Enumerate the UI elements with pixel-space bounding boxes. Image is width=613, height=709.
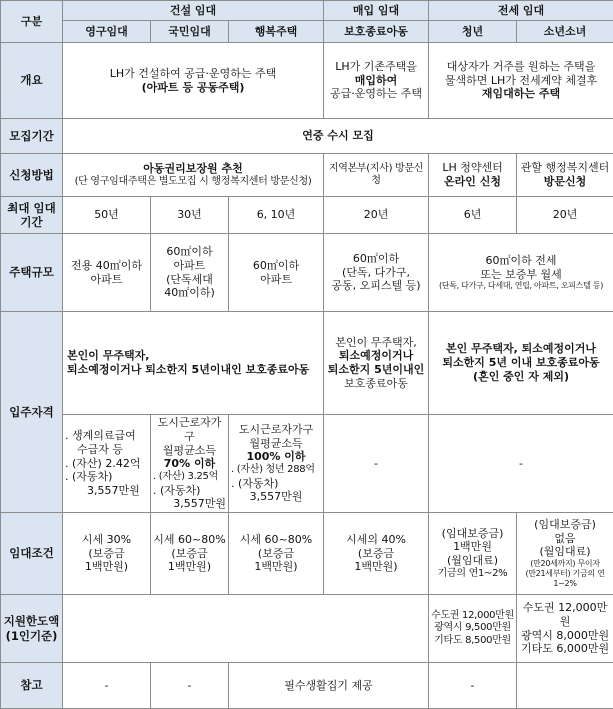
note-minor (517, 663, 613, 709)
size-jeonse-line3: (단독, 다가구, 다세대, 연립, 아파트, 오피스텔 등) (431, 281, 611, 291)
cond-purchase-line2: (보증금 (326, 547, 426, 561)
elig-permanent-line1: . 생계의료급여 (65, 429, 148, 443)
size-purchase-line3: 공동, 오피스텔 등) (326, 279, 426, 293)
max-period-national: 30년 (151, 197, 229, 234)
cond-youth-line1: (임대보증금) (431, 527, 514, 541)
type-header-minor: 소년소녀 (517, 21, 613, 43)
elig-construction-line1: 본인이 무주택자, (67, 349, 321, 363)
size-permanent-line2: 아파트 (65, 273, 148, 287)
type-header-care-leaver: 보호종료아동 (324, 21, 429, 43)
apply-purchase: 지역본부(지사) 방문신청 (324, 154, 429, 197)
overview-jeonse-line3: 재임대하는 주택 (431, 87, 611, 101)
elig-permanent-line2: 수급자 등 (65, 443, 148, 457)
size-jeonse-line1: 60㎡이하 전세 (431, 254, 611, 268)
size-purchase-line1: 60㎡이하 (326, 252, 426, 266)
max-period-youth: 6년 (429, 197, 517, 234)
elig-jeonse-line2: 퇴소한지 5년 이내 보호종료아동 (431, 356, 611, 370)
elig-happy-line6: 3,557만원 (231, 490, 321, 504)
elig-happy-line5: . (자동차) (231, 477, 321, 491)
cond-happy-line1: 시세 60~80% (231, 533, 321, 547)
elig-permanent (63, 415, 151, 513)
apply-youth-line2: 온라인 신청 (431, 175, 514, 189)
cond-national (151, 513, 229, 595)
overview-purchase-line3: 공급·운영하는 주택 (326, 87, 426, 101)
elig-happy-line1: 도시근로자가구 (231, 423, 321, 437)
category-header: 구분 (1, 1, 63, 43)
cond-minor-line2: 없음 (519, 532, 611, 546)
elig-jeonse-dash: - (429, 415, 613, 513)
size-happy-line2: 아파트 (231, 273, 321, 287)
size-happy (229, 234, 324, 312)
elig-national-line4: . (자산) 3.25억 (153, 471, 226, 484)
elig-permanent-line5: 3,557만원 (65, 484, 148, 498)
cond-permanent-line2: (보증금 (65, 547, 148, 561)
elig-purchase-dash: - (324, 415, 429, 513)
max-period-minor: 20년 (517, 197, 613, 234)
note-youth: - (429, 663, 517, 709)
cond-minor (517, 513, 613, 595)
overview-jeonse (429, 43, 613, 119)
group-header-jeonse: 전세 임대 (429, 1, 613, 21)
elig-purchase-line4: 보호종료아동 (326, 377, 426, 391)
overview-construction (63, 43, 324, 119)
support-youth-line2: 광역시 9,500만원 (431, 622, 514, 635)
row-label-eligibility: 입주자격 (1, 312, 63, 513)
elig-national-line3: 70% 이하 (153, 457, 226, 471)
elig-happy (229, 415, 324, 513)
overview-purchase-line1: LH가 기존주택을 (326, 60, 426, 74)
support-minor-line1: 수도권 12,000만원 (519, 601, 611, 629)
cond-national-line2: (보증금 (153, 547, 226, 561)
apply-minor-line1: 관할 행정복지센터 (519, 161, 611, 175)
cond-permanent (63, 513, 151, 595)
max-period-happy: 6, 10년 (229, 197, 324, 234)
support-minor (517, 595, 613, 663)
support-youth (429, 595, 517, 663)
type-header-happy: 행복주택 (229, 21, 324, 43)
apply-minor (517, 154, 613, 197)
type-header-national: 국민임대 (151, 21, 229, 43)
cond-purchase-line1: 시세의 40% (326, 533, 426, 547)
size-purchase (324, 234, 429, 312)
cond-minor-line3: (월임대료) (519, 545, 611, 559)
elig-jeonse-line1: 본인 무주택자, 퇴소예정이거나 (431, 342, 611, 356)
elig-national-line5: . (자동차) (153, 484, 226, 498)
overview-purchase-line2: 매입하여 (326, 74, 426, 88)
row-label-recruit-period: 모집기간 (1, 119, 63, 154)
support-minor-line3: 기타도 6,000만원 (519, 642, 611, 656)
elig-construction (63, 312, 324, 415)
size-national-line1: 60㎡이하 (153, 245, 226, 259)
type-header-youth: 청년 (429, 21, 517, 43)
size-national-line2: 아파트 (153, 259, 226, 273)
cond-national-line3: 1백만원) (153, 560, 226, 574)
size-national-line3: (단독세대 (153, 273, 226, 287)
elig-national-line2: 월평균소득 (153, 444, 226, 458)
max-period-permanent: 50년 (63, 197, 151, 234)
elig-national-line1: 도시근로자가구 (153, 416, 226, 444)
support-youth-line1: 수도권 12,000만원 (431, 610, 514, 623)
elig-construction-line2: 퇴소예정이거나 퇴소한지 5년이내인 보호종료아동 (67, 363, 321, 377)
support-limit-empty (63, 595, 429, 663)
elig-happy-line4: . (자산) 청년 288억 (231, 464, 321, 477)
size-permanent (63, 234, 151, 312)
overview-construction-line2: (아파트 등 공동주택) (65, 81, 321, 95)
elig-happy-line3: 100% 이하 (231, 450, 321, 464)
type-header-permanent: 영구임대 (63, 21, 151, 43)
row-label-max-period (1, 197, 63, 234)
cond-happy-line2: (보증금 (231, 547, 321, 561)
cond-happy (229, 513, 324, 595)
elig-purchase-line2: 퇴소예정이거나 (326, 349, 426, 363)
cond-youth-line2: 1백만원 (431, 540, 514, 554)
cond-minor-line1: (임대보증금) (519, 518, 611, 532)
cond-purchase-line3: 1백만원) (326, 560, 426, 574)
size-national-line4: 40㎡이하) (153, 286, 226, 300)
max-period-purchase: 20년 (324, 197, 429, 234)
recruit-period-value: 연중 수시 모집 (63, 119, 613, 154)
note-middle: 필수생활집기 제공 (229, 663, 429, 709)
size-happy-line1: 60㎡이하 (231, 259, 321, 273)
cond-youth-line4: 기금의 연1~2% (431, 568, 514, 581)
cond-permanent-line3: 1백만원) (65, 560, 148, 574)
group-header-construction: 건설 임대 (63, 1, 324, 21)
size-jeonse-line2: 또는 보증부 월세 (431, 268, 611, 282)
support-limit-label-line1: 지원한도액 (3, 614, 60, 628)
cond-purchase (324, 513, 429, 595)
note-permanent: - (63, 663, 151, 709)
elig-jeonse (429, 312, 613, 415)
apply-youth (429, 154, 517, 197)
max-period-label-line1: 최대 임대 (3, 201, 60, 215)
elig-national (151, 415, 229, 513)
row-label-apply-method: 신청방법 (1, 154, 63, 197)
cond-happy-line3: 1백만원) (231, 560, 321, 574)
row-label-note: 참고 (1, 663, 63, 709)
support-youth-line3: 기타도 8,500만원 (431, 635, 514, 648)
overview-jeonse-line1: 대상자가 거주를 원하는 주택을 (431, 60, 611, 74)
size-national (151, 234, 229, 312)
apply-construction-line1: 아동권리보장원 추천 (65, 162, 321, 176)
cond-youth-line3: (월임대료) (431, 554, 514, 568)
size-jeonse (429, 234, 613, 312)
apply-construction-line2: (단 영구임대주택은 별도모집 시 행정복지센터 방문신청) (65, 176, 321, 189)
apply-minor-line2: 방문신청 (519, 175, 611, 189)
elig-permanent-line3: . (자산) 2.42억 (65, 457, 148, 471)
elig-purchase (324, 312, 429, 415)
row-label-support-limit (1, 595, 63, 663)
cond-minor-line4: (만20세까지) 무이자 (519, 559, 611, 569)
row-label-overview: 개요 (1, 43, 63, 119)
cond-minor-line5: (만21세부터) 기금의 연1~2% (519, 569, 611, 589)
elig-purchase-line1: 본인이 무주택자, (326, 336, 426, 350)
overview-jeonse-line2: 물색하면 LH가 전세계약 체결후 (431, 74, 611, 88)
elig-happy-line2: 월평균소득 (231, 437, 321, 451)
max-period-label-line2: 기간 (3, 215, 60, 229)
overview-purchase (324, 43, 429, 119)
elig-national-line6: 3,557만원 (153, 497, 226, 511)
cond-national-line1: 시세 60~80% (153, 533, 226, 547)
elig-permanent-line4: . (자동차) (65, 470, 148, 484)
row-label-housing-size: 주택규모 (1, 234, 63, 312)
elig-purchase-line3: 퇴소한지 5년이내인 (326, 363, 426, 377)
size-purchase-line2: (단독, 다가구, (326, 266, 426, 280)
cond-youth (429, 513, 517, 595)
row-label-conditions: 임대조건 (1, 513, 63, 595)
apply-youth-line1: LH 청약센터 (431, 161, 514, 175)
support-minor-line2: 광역시 8,000만원 (519, 629, 611, 643)
cond-permanent-line1: 시세 30% (65, 533, 148, 547)
support-limit-label-line2: (1인기준) (3, 629, 60, 643)
elig-jeonse-line3: (혼인 중인 자 제외) (431, 370, 611, 384)
note-national: - (151, 663, 229, 709)
apply-construction (63, 154, 324, 197)
overview-construction-line1: LH가 건설하여 공급·운영하는 주택 (65, 67, 321, 81)
size-permanent-line1: 전용 40㎡이하 (65, 259, 148, 273)
group-header-purchase: 매입 임대 (324, 1, 429, 21)
